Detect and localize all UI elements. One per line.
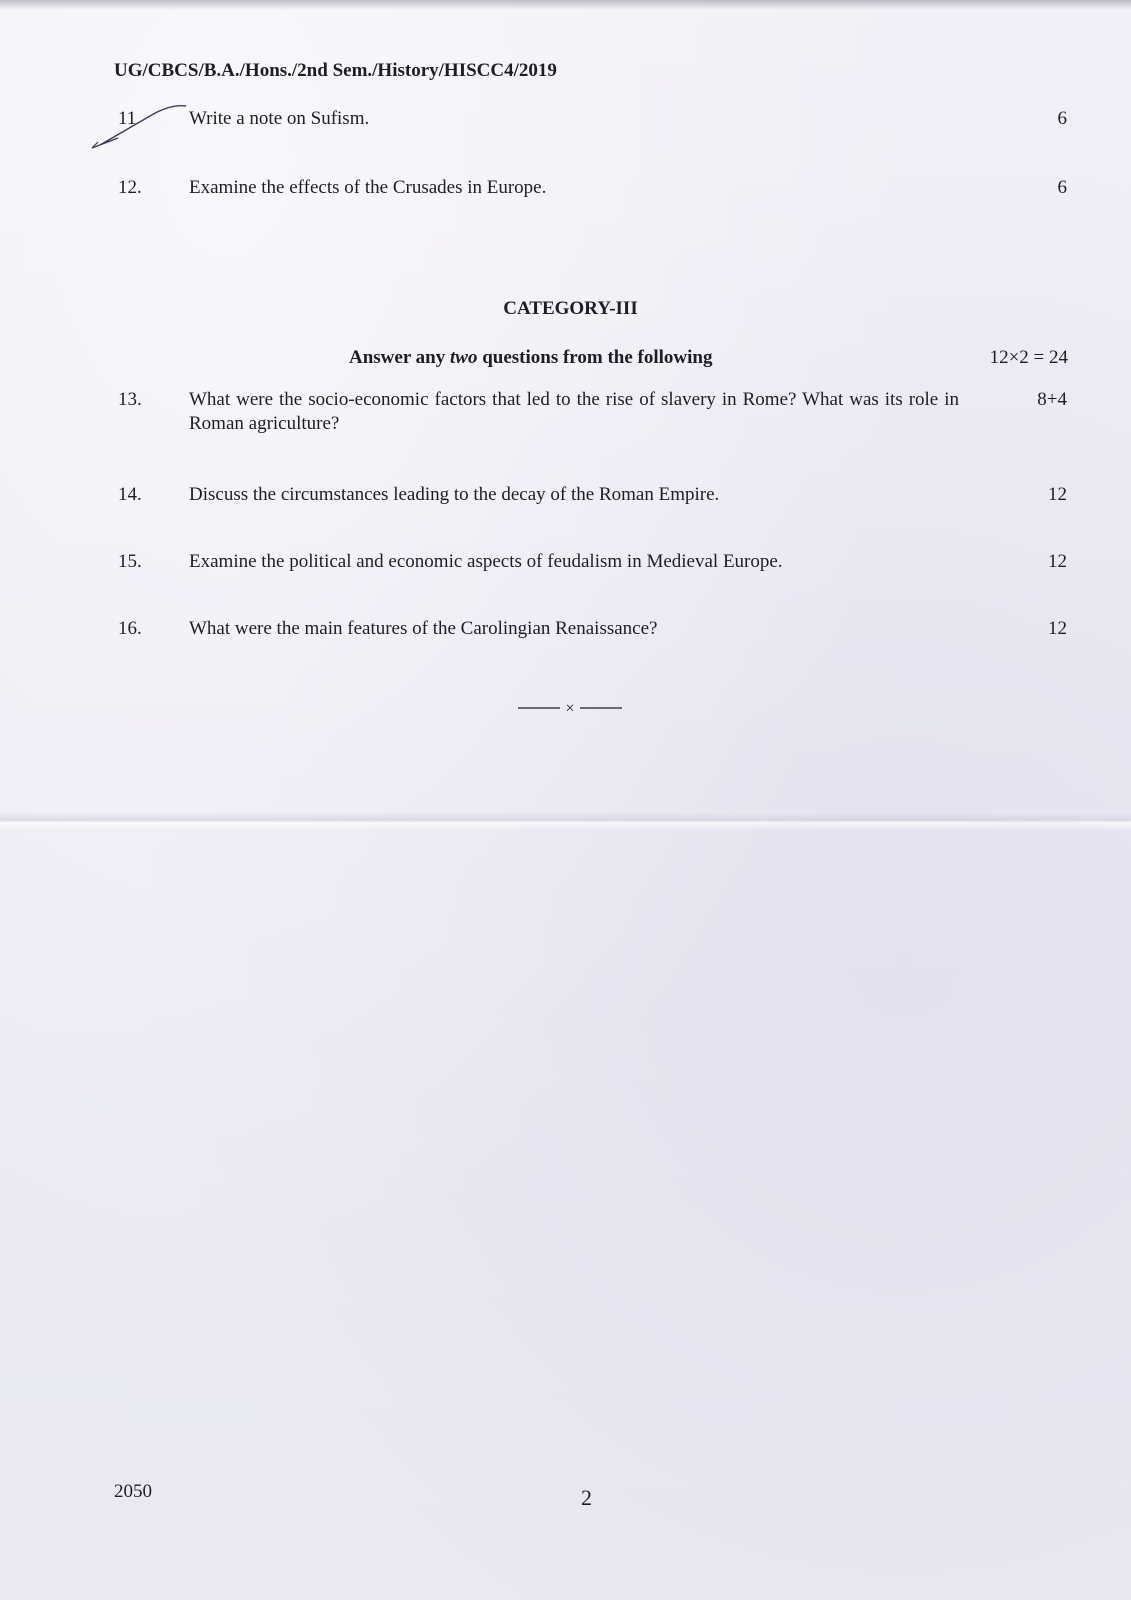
category-title: CATEGORY-III: [503, 298, 638, 319]
instruction-pre: Answer any: [349, 347, 450, 368]
question-marks: 8+4: [1037, 389, 1067, 410]
footer-code: 2050: [114, 1481, 152, 1502]
category-instruction: [349, 347, 713, 369]
question-number: 15.: [118, 551, 142, 572]
question-marks: 6: [1057, 108, 1067, 129]
paper-code-header: UG/CBCS/B.A./Hons./2nd Sem./History/HISCC4/2019: [114, 60, 557, 81]
scan-top-edge: [0, 0, 1131, 10]
end-of-paper-marker: [518, 696, 622, 716]
question-marks: 12: [1048, 618, 1067, 639]
question-number: 14.: [118, 484, 142, 505]
question-number: 11: [118, 108, 137, 129]
question-text: What were the socio-economic factors that led to the rise of slavery in Rome? What was its role in Roman agriculture?: [189, 389, 959, 434]
question-number: 16.: [118, 618, 142, 639]
question-text: Write a note on Sufism.: [189, 108, 370, 129]
question-number: 13.: [118, 389, 142, 410]
question-marks: 12: [1048, 484, 1067, 505]
question-number: 12.: [118, 177, 142, 198]
end-marker-symbol: ×: [565, 700, 575, 716]
instruction-post: questions from the following: [477, 347, 713, 368]
question-text: What were the main features of the Carolingian Renaissance?: [189, 618, 658, 639]
question-marks: 12: [1048, 551, 1067, 572]
paper-fold-line: [0, 812, 1131, 830]
question-text: Examine the political and economic aspects of feudalism in Medieval Europe.: [189, 551, 783, 572]
question-marks: 6: [1057, 177, 1067, 198]
pen-tick-mark: [90, 100, 190, 152]
category-total-marks: 12×2 = 24: [989, 347, 1068, 368]
page-number: 2: [581, 1485, 592, 1510]
question-text: Examine the effects of the Crusades in Europe.: [189, 177, 547, 198]
instruction-emphasis: two: [450, 347, 478, 368]
question-text: Discuss the circumstances leading to the decay of the Roman Empire.: [189, 484, 720, 505]
